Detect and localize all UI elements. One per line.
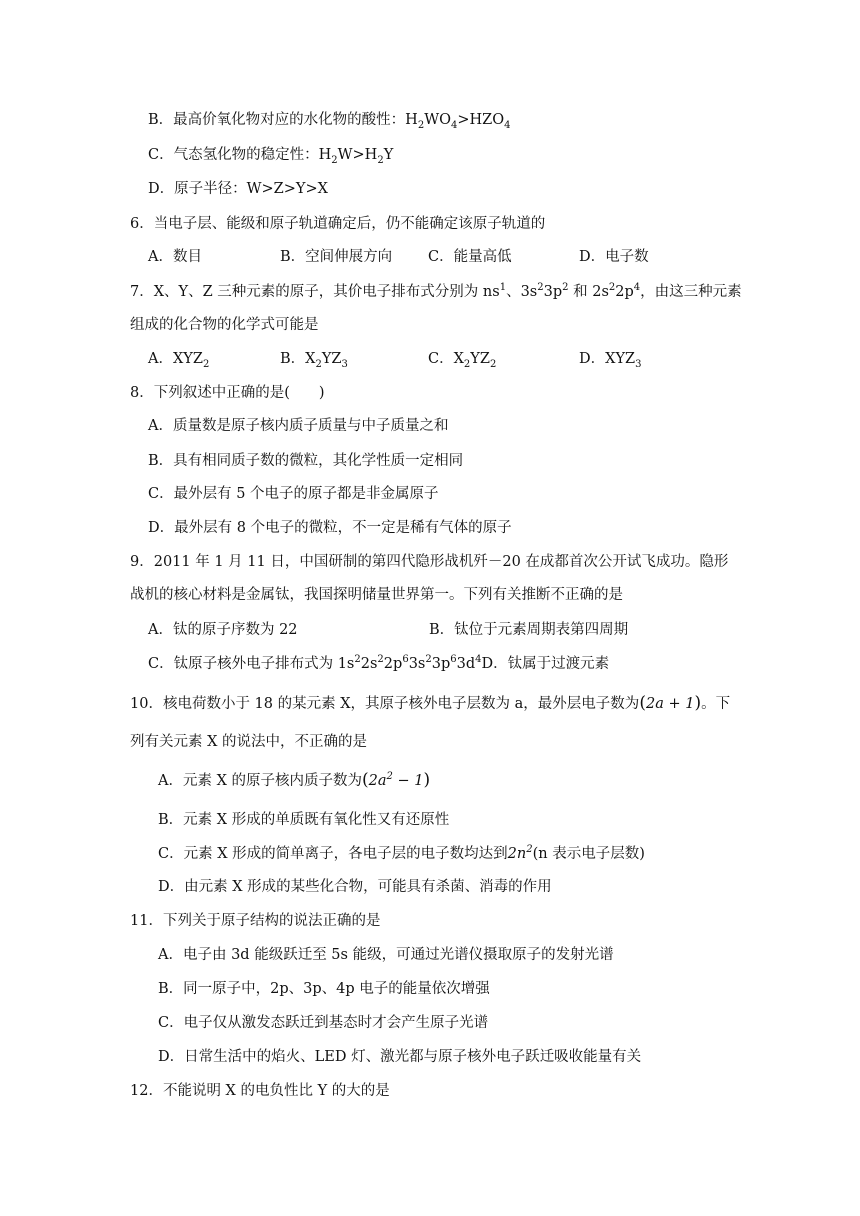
q12-stem: 12．不能说明 X 的电负性比 Y 的大的是	[130, 1083, 390, 1099]
q7-option-a: A．$XYZ_2$	[148, 351, 210, 370]
q10-stem-text: 10．核电荷数小于 18 的某元素 X，其原子核外电子层数为 a，最外层电子数为	[130, 696, 640, 712]
q6-option-d: D．电子数	[579, 249, 649, 265]
q8-option-a: A．质量数是原子核内质子质量与中子质量之和	[148, 418, 449, 434]
q8-option-c: C．最外层有 5 个电子的原子都是非金属原子	[148, 486, 439, 502]
q10-option-a-text: A．元素 X 的原子核内质子数为	[158, 773, 363, 789]
q6-option-c: C．能量高低	[428, 249, 512, 265]
q10-option-d: D．由元素 X 形成的某些化合物，可能具有杀菌、消毒的作用	[158, 879, 552, 895]
q10-stem-line2: 列有关元素 X 的说法中，不正确的是	[130, 734, 368, 750]
q11-option-b: B．同一原子中，2p、3p、4p 电子的能量依次增强	[158, 981, 490, 997]
q11-option-d: D．日常生活中的焰火、LED 灯、激光都与原子核外电子跃迁吸收能量有关	[158, 1049, 642, 1065]
q5-option-d: D．原子半径：W>Z>Y>X	[148, 181, 328, 197]
q10-stem-suffix: 。下	[701, 696, 731, 712]
q10-option-c	[158, 844, 645, 864]
q9-stem-line1: 9．2011 年 1 月 11 日，中国研制的第四代隐形战机歼－20 在成都首次公开试飞成功。隐形	[130, 554, 729, 570]
q10-option-c-text: C．元素 X 形成的简单离子，各电子层的电子数均达到	[158, 846, 508, 862]
q5-option-b-formula: $H_2WO_4>HZO_4$	[405, 112, 511, 131]
q11-option-a: A．电子由 3d 能级跃迁至 5s 能级，可通过光谱仪摄取原子的发射光谱	[158, 947, 614, 963]
q7-option-d: D．$XYZ_3$	[579, 351, 642, 370]
q6-option-a: A．数目	[148, 249, 202, 265]
q8-stem: 8．下列叙述中正确的是( )	[130, 385, 325, 401]
q8-option-d: D．最外层有 8 个电子的微粒，不一定是稀有气体的原子	[148, 520, 512, 536]
q9-option-b: B．钛位于元素周期表第四周期	[429, 622, 629, 638]
q9-stem-line2: 战机的核心材料是金属钛，我国探明储量世界第一。下列有关推断不正确的是	[130, 587, 623, 603]
q7-options	[148, 349, 641, 369]
q10-formula-2n2: $2n^2$	[507, 844, 533, 862]
q9-options-cd	[148, 654, 609, 674]
q10-option-c-suffix: (n 表示电子层数)	[532, 846, 645, 862]
q9-option-c: C．钛原子核外电子排布式为 $1s^22s^22p^63s^23p^63d^4$	[148, 654, 482, 672]
q10-formula-2a2-minus-1: $(2a^2 - 1)$	[362, 770, 431, 790]
q7-option-c: C．$X_2YZ_2$	[428, 351, 497, 370]
q11-stem: 11．下列关于原子结构的说法正确的是	[130, 913, 381, 929]
q6-options	[148, 247, 649, 267]
q10-option-b: B．元素 X 形成的单质既有氧化性又有还原性	[158, 812, 450, 828]
q5-option-b	[148, 110, 511, 130]
q8-option-b: B．具有相同质子数的微粒，其化学性质一定相同	[148, 453, 464, 469]
q5-option-b-text: B．最高价氧化物对应的水化物的酸性：	[148, 112, 406, 128]
q6-option-b: B．空间伸展方向	[280, 249, 393, 265]
q9-option-a: A．钛的原子序数为 22	[148, 622, 298, 638]
q9-option-d: D．钛属于过渡元素	[481, 656, 610, 672]
q5-option-c-formula: $H_2W>H_2Y$	[318, 147, 394, 166]
q10-option-a	[158, 770, 430, 791]
q7-stem-line2: 组成的化合物的化学式可能是	[130, 317, 319, 333]
q10-stem-line1	[130, 693, 730, 714]
q11-option-c: C．电子仅从激发态跃迁到基态时才会产生原子光谱	[158, 1015, 489, 1031]
q7-option-b: B．$X_2YZ_3$	[280, 351, 348, 370]
q5-option-c-text: C．气态氢化物的稳定性：	[148, 147, 319, 163]
q5-option-c	[148, 145, 393, 165]
q6-stem: 6．当电子层、能级和原子轨道确定后，仍不能确定该原子轨道的	[130, 216, 546, 232]
q10-formula-2a-plus-1: (2a + 1)	[639, 693, 702, 713]
q9-options-ab	[148, 620, 628, 640]
q7-stem-line1: 7．X、Y、Z 三种元素的原子，其价电子排布式分别为 $ns^1$、$3s^23p^2$ 和 $2s^22p^4$，由这三种元素	[130, 282, 742, 300]
